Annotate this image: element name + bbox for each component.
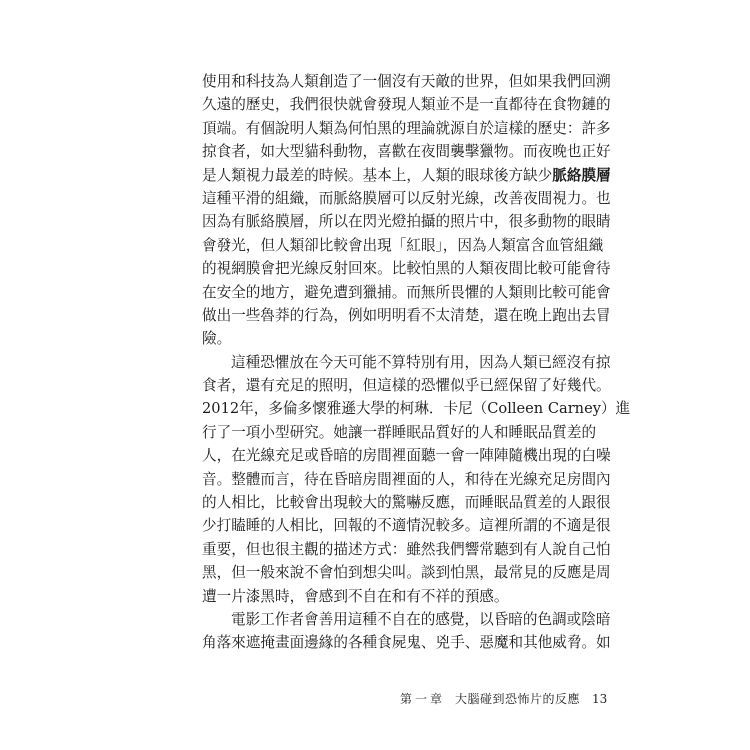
text-line: 在安全的地方，避免遭到獵捕。而無所畏懼的人類則比較可能會 xyxy=(202,283,611,301)
text-line: 的視網膜會把光線反射回來。比較怕黑的人類夜間比較可能會待 xyxy=(202,260,611,278)
highlighted-term: 脈絡膜層 xyxy=(552,166,611,184)
text-line: 音。整體而言，待在昏暗房間裡面的人，和待在光線充足房間內 xyxy=(202,470,611,488)
page-body xyxy=(202,70,631,655)
text-line: 會發光，但人類卻比較會出現「紅眼」，因為人類富含血管組織 xyxy=(202,236,604,254)
text-line: 電影工作者會善用這種不自在的感覺，以昏暗的色調或陰暗 xyxy=(231,610,611,628)
text-line: 掠食者，如大型貓科動物，喜歡在夜間襲擊獵物。而夜晚也正好 xyxy=(202,143,611,161)
text-line: 人，在光線充足或昏暗的房間裡面聽一會一陣陣隨機出現的白噪 xyxy=(202,447,611,465)
text-line: 的人相比，比較會出現較大的驚嚇反應，而睡眠品質差的人跟很 xyxy=(202,494,611,512)
page-number: 13 xyxy=(592,692,608,706)
text-line: 頂端。有個說明人類為何怕黑的理論就源自於這樣的歷史：許多 xyxy=(202,119,611,137)
text-line: 這種平滑的組織，而脈絡膜層可以反射光線，改善夜間視力。也 xyxy=(202,189,611,207)
text-line: 行了一項小型研究。她讓一群睡眠品質好的人和睡眠品質差的 xyxy=(202,423,597,441)
chapter-title: 大腦碰到恐怖片的反應 xyxy=(455,692,581,706)
text-line: 黑，但一般來說不會怕到想尖叫。談到怕黑，最常見的反應是周 xyxy=(202,564,611,582)
text-line: 使用和科技為人類創造了一個沒有天敵的世界，但如果我們回溯 xyxy=(202,73,611,90)
text-segment: 是人類視力最差的時候。基本上，人類的眼球後方缺少 xyxy=(202,166,553,184)
chapter-label: 第一章 xyxy=(400,692,446,706)
text-line: 這種恐懼放在今天可能不算特別有用，因為人類已經沒有掠 xyxy=(231,353,611,371)
page-footer xyxy=(400,689,608,709)
text-line: 食者，還有充足的照明，但這樣的恐懼似乎已經保留了好幾代。 xyxy=(202,377,611,395)
text-line: 因為有脈絡膜層，所以在閃光燈拍攝的照片中，很多動物的眼睛 xyxy=(202,213,611,231)
text-line: 重要，但也很主觀的描述方式：雖然我們響常聽到有人說自己怕 xyxy=(202,540,611,558)
text-line: 做出一些魯莽的行為，例如明明看不太清楚，還在晚上跑出去冒 xyxy=(202,306,611,324)
text-line: 角落來遮掩畫面邊緣的各種食屍鬼、兇手、惡魔和其他威脅。如 xyxy=(202,634,611,652)
text-line: 2012年，多倫多懷雅遜大學的柯琳．卡尼（Colleen Carney）進 xyxy=(202,400,631,418)
text-line: 險。 xyxy=(202,330,232,348)
text-line: 遭一片漆黑時，會感到不自在和有不祥的預感。 xyxy=(202,587,509,605)
text-line: 久遠的歷史，我們很快就會發現人類並不是一直都待在食物鏈的 xyxy=(202,96,611,114)
text-line xyxy=(202,164,611,187)
text-line: 少打瞌睡的人相比，回報的不適情況較多。這裡所謂的不適是很 xyxy=(202,517,611,535)
